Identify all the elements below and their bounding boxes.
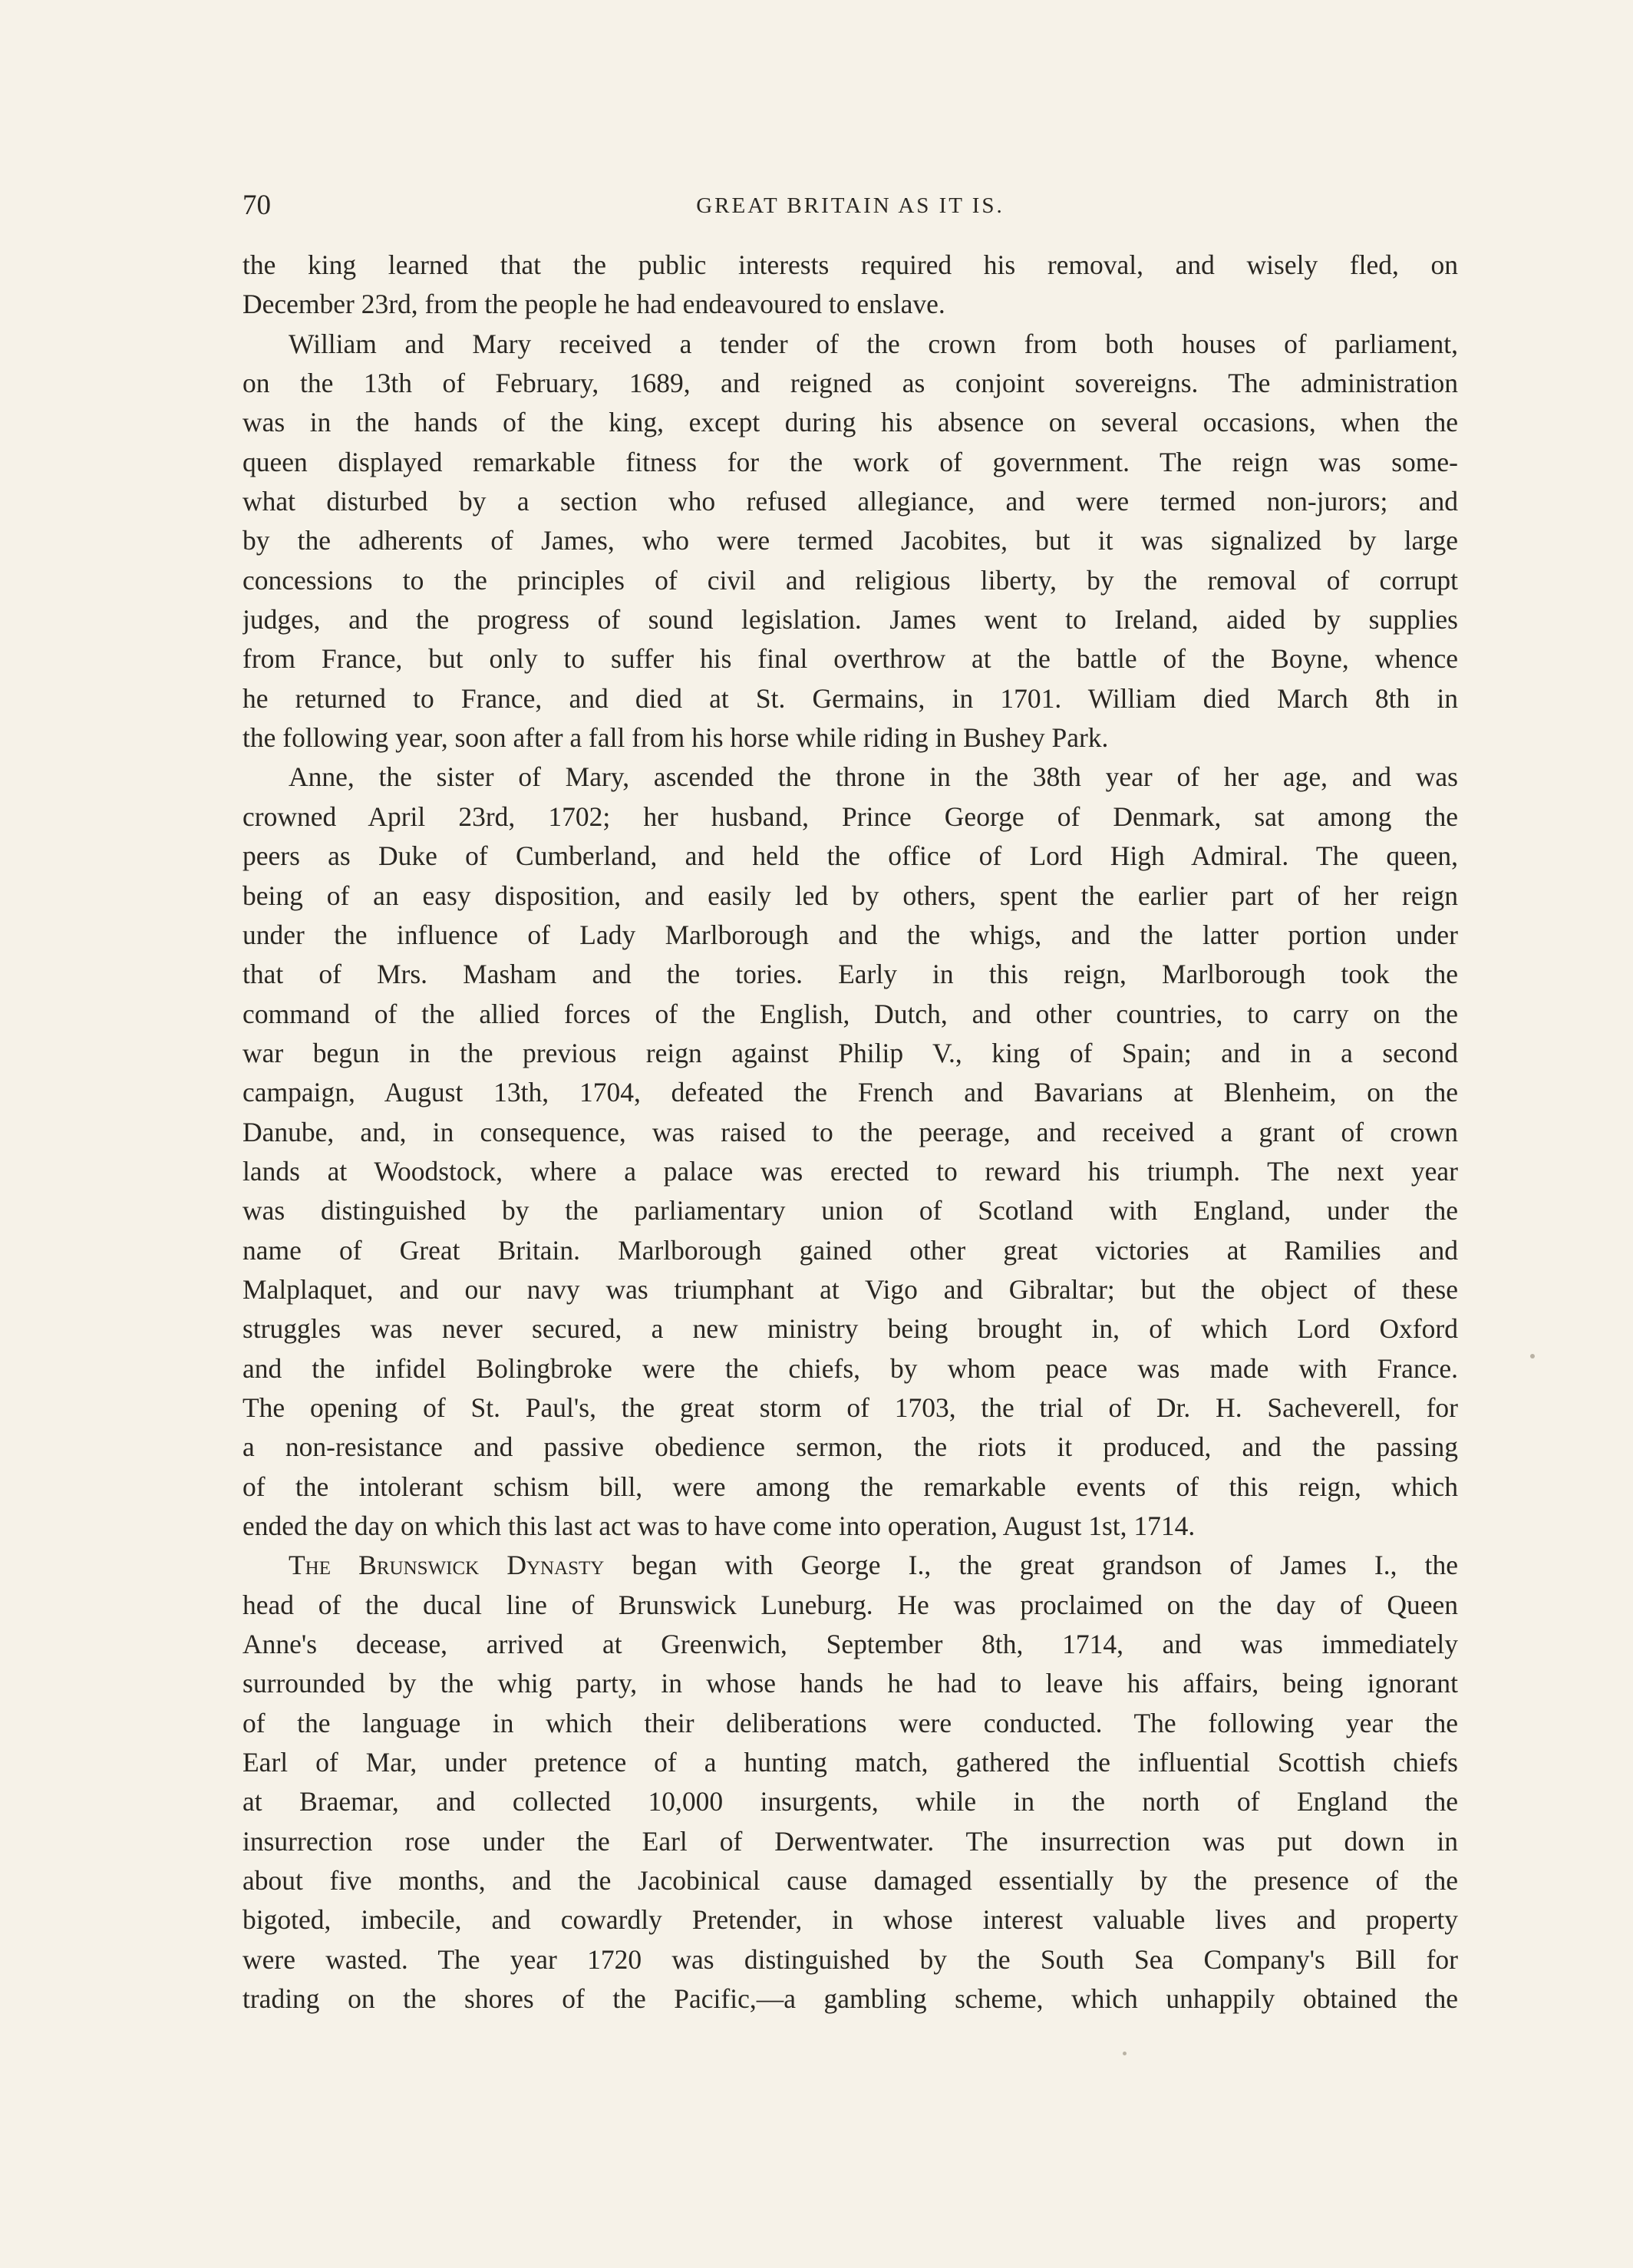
- text-line: a non-resistance and passive obedience sermon, the riots it produced, and the passing: [242, 1431, 1458, 1463]
- text-line: trading on the shores of the Pacific,—a gambling scheme, which unhappily obtained the: [242, 1983, 1458, 2015]
- text-line: at Braemar, and collected 10,000 insurgents, while in the north of England the: [242, 1786, 1458, 1817]
- page-number: 70: [242, 190, 271, 221]
- text-line: December 23rd, from the people he had endeavoured to enslave.: [242, 289, 945, 320]
- text-line: on the 13th of February, 1689, and reigned as conjoint sovereigns. The administration: [242, 368, 1458, 399]
- paragraph-start-line: Anne, the sister of Mary, ascended the throne in the 38th year of her age, and was: [289, 761, 1458, 793]
- text-line: were wasted. The year 1720 was distinguished by the South Sea Company's Bill for: [242, 1943, 1458, 1975]
- text-line: bigoted, imbecile, and cowardly Pretender, in whose interest valuable lives and property: [242, 1904, 1458, 1936]
- text-line: was distinguished by the parliamentary union of Scotland with England, under the: [242, 1195, 1458, 1226]
- section-heading-smallcaps: The Brunswick Dynasty: [289, 1550, 605, 1581]
- page-header: [242, 187, 1458, 225]
- text-line: war begun in the previous reign against Philip V., king of Spain; and in a second: [242, 1037, 1458, 1068]
- text-line: peers as Duke of Cumberland, and held the office of Lord High Admiral. The queen,: [242, 840, 1458, 872]
- text-line: head of the ducal line of Brunswick Luneburg. He was proclaimed on the day of Queen: [242, 1589, 1458, 1620]
- text-line: concessions to the principles of civil and religious liberty, by the removal of corrupt: [242, 564, 1458, 596]
- text-line: Earl of Mar, under pretence of a hunting match, gathered the influential Scottish chiefs: [242, 1747, 1458, 1778]
- paragraph-start-line: [242, 1546, 1458, 1585]
- text-line: The opening of St. Paul's, the great storm of 1703, the trial of Dr. H. Sacheverell, for: [242, 1392, 1458, 1423]
- text-line: Anne's decease, arrived at Greenwich, September 8th, 1714, and was immediately: [242, 1629, 1458, 1660]
- text-line: what disturbed by a section who refused allegiance, and were termed non-jurors; and: [242, 486, 1458, 517]
- text-line: was in the hands of the king, except during his absence on several occasions, when the: [242, 407, 1458, 438]
- text-line: the following year, soon after a fall from his horse while riding in Bushey Park.: [242, 722, 1109, 754]
- line-continuation: began with George I., the great grandson of James I., the: [604, 1550, 1458, 1581]
- text-line: crowned April 23rd, 1702; her husband, Prince George of Denmark, sat among the: [242, 801, 1458, 832]
- text-line: name of Great Britain. Marlborough gained other great victories at Ramilies and: [242, 1234, 1458, 1266]
- text-line: struggles was never secured, a new ministry being brought in, of which Lord Oxford: [242, 1313, 1458, 1345]
- text-line: insurrection rose under the Earl of Derwentwater. The insurrection was put down in: [242, 1825, 1458, 1857]
- body-text: [242, 246, 1458, 2019]
- paper-speck: [1530, 1354, 1535, 1358]
- text-line: judges, and the progress of sound legislation. James went to Ireland, aided by supplies: [242, 604, 1458, 636]
- text-line: he returned to France, and died at St. Germains, in 1701. William died March 8th in: [242, 682, 1458, 714]
- text-line: campaign, August 13th, 1704, defeated the French and Bavarians at Blenheim, on the: [242, 1077, 1458, 1108]
- text-line: lands at Woodstock, where a palace was erected to reward his triumph. The next year: [242, 1155, 1458, 1187]
- text-line: the king learned that the public interests required his removal, and wisely fled, on: [242, 249, 1458, 280]
- text-line: Danube, and, in consequence, was raised to the peerage, and received a grant of crown: [242, 1116, 1458, 1147]
- running-title: GREAT BRITAIN AS IT IS.: [696, 193, 1005, 218]
- text-line: ended the day on which this last act was to have come into operation, August 1st, 1714.: [242, 1510, 1196, 1541]
- text-line: Malplaquet, and our navy was triumphant at Vigo and Gibraltar; but the object of these: [242, 1273, 1458, 1305]
- text-line: by the adherents of James, who were termed Jacobites, but it was signalized by large: [242, 525, 1458, 556]
- text-line: that of Mrs. Masham and the tories. Early in this reign, Marlborough took the: [242, 959, 1458, 990]
- text-line: being of an easy disposition, and easily led by others, spent the earlier part of her reign: [242, 880, 1458, 911]
- paragraph-start-line: William and Mary received a tender of the crown from both houses of parliament,: [289, 328, 1458, 359]
- text-line: of the intolerant schism bill, were among the remarkable events of this reign, which: [242, 1471, 1458, 1502]
- text-line: command of the allied forces of the English, Dutch, and other countries, to carry on the: [242, 998, 1458, 1029]
- text-line: about five months, and the Jacobinical cause damaged essentially by the presence of the: [242, 1865, 1458, 1897]
- text-line: and the infidel Bolingbroke were the chiefs, by whom peace was made with France.: [242, 1352, 1458, 1384]
- text-line: from France, but only to suffer his final overthrow at the battle of the Boyne, whence: [242, 643, 1458, 675]
- paper-speck: [1123, 2052, 1127, 2055]
- text-line: of the language in which their deliberations were conducted. The following year the: [242, 1707, 1458, 1738]
- text-line: queen displayed remarkable fitness for the work of government. The reign was some-: [242, 446, 1458, 477]
- text-line: under the influence of Lady Marlborough and the whigs, and the latter portion under: [242, 919, 1458, 950]
- text-line: surrounded by the whig party, in whose hands he had to leave his affairs, being ignorant: [242, 1668, 1458, 1699]
